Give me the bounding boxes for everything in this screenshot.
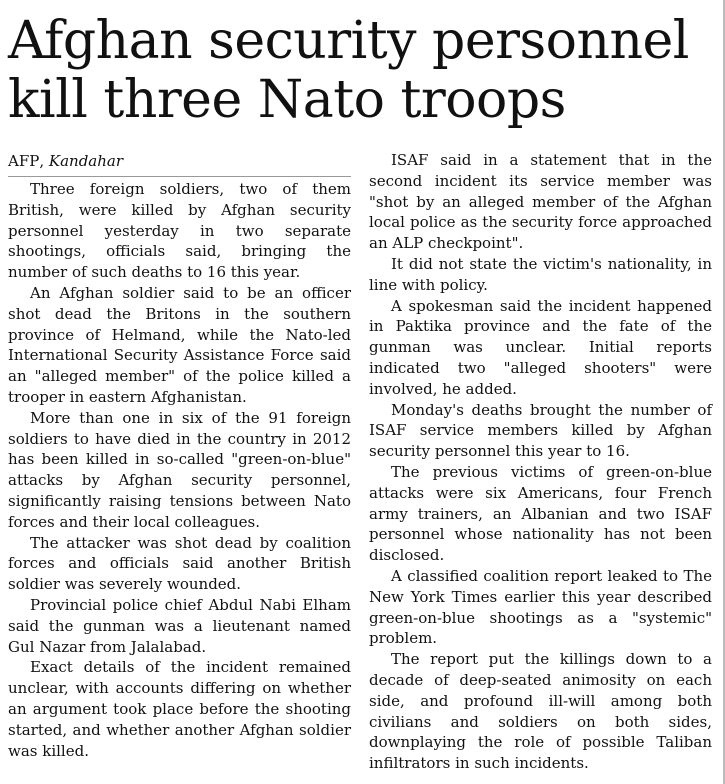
left-column xyxy=(8,150,351,780)
headline: Afghan security personnel kill three Nato troops xyxy=(8,11,689,130)
paragraph: Provincial police chief Abdul Nabi Elham said the gunman was a lieutenant named Gul Nazar from Jalalabad. xyxy=(8,595,351,656)
paragraph: Three foreign soldiers, two of them British, were killed by Afghan security personnel yesterday in two separate shootings, officials said, bringing the number of such deaths to 16 this year. xyxy=(8,180,351,282)
byline-agency: AFP xyxy=(8,152,40,170)
byline-place: Kandahar xyxy=(48,152,124,170)
paragraph: The report put the killings down to a decade of deep-seated animosity on each side, and profound ill-will among both civilians and soldiers on both sides, downplaying the role of possible Taliban infiltrators in such incidents. xyxy=(369,650,712,773)
byline xyxy=(8,150,351,177)
paragraph: ISAF said in a statement that in the second incident its service member was "shot by an alleged member of the Afghan local police as the security force approached an ALP checkpoint". xyxy=(369,151,712,253)
paragraph: Exact details of the incident remained unclear, with accounts differing on whether an argument took place before the shooting started, and whether another Afghan soldier was killed. xyxy=(8,658,351,760)
article-body xyxy=(8,150,712,780)
byline-separator: , xyxy=(39,152,49,170)
paragraph: More than one in six of the 91 foreign soldiers to have died in the country in 2012 has been killed in so-called "green-on-blue" attacks by Afghan security personnel, significantly raising tensions between Nato forces and their local colleagues. xyxy=(8,408,351,531)
paragraph: The previous victims of green-on-blue attacks were six Americans, four French army trainers, an Albanian and two ISAF personnel whose nationality has not been disclosed. xyxy=(369,462,712,565)
paragraph: A spokesman said the incident happened in Paktika province and the fate of the gunman was unclear. Initial reports indicated two "alleged shooters" were involved, he added. xyxy=(369,296,712,398)
paragraph: An Afghan soldier said to be an officer shot dead the Britons in the southern province of Helmand, while the Nato-led International Security Assistance Force said an "alleged member" of the police killed a trooper in eastern Afghanistan. xyxy=(8,283,351,406)
paragraph: The attacker was shot dead by coalition forces and officials said another British soldier was severely wounded. xyxy=(8,533,351,594)
paragraph: It did not state the victim's nationality, in line with policy. xyxy=(369,254,712,294)
paragraph: Monday's deaths brought the number of ISAF service members killed by Afghan security personnel this year to 16. xyxy=(369,400,712,461)
paragraph: A classified coalition report leaked to The New York Times earlier this year described green-on-blue shootings as a "systemic" problem. xyxy=(369,566,712,648)
right-column xyxy=(369,150,712,780)
